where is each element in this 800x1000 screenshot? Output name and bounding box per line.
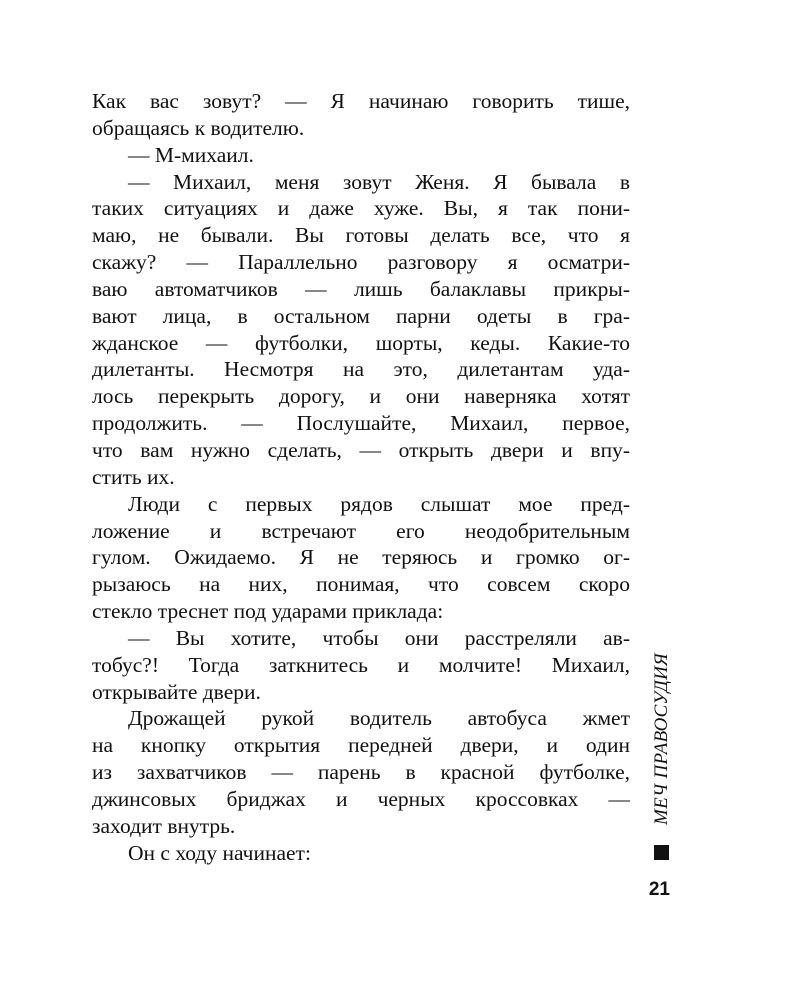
section-marker-square	[654, 845, 669, 860]
text-line: — Вы хотите, чтобы они расстреляли ав-	[128, 625, 630, 650]
text-line: маю, не бывали. Вы готовы делать все, что я	[92, 223, 630, 248]
text-line: ложение и встречают его неодобрительным	[92, 518, 630, 543]
text-line: Он с ходу начинает:	[128, 840, 311, 865]
text-line: Люди с первых рядов слышат мое пред-	[128, 491, 630, 516]
text-line: стекло треснет под ударами приклада:	[92, 599, 444, 624]
text-line: Как вас зовут? — Я начинаю говорить тише,	[92, 89, 630, 113]
text-line: продолжить. — Послушайте, Михаил, первое,	[92, 411, 630, 436]
text-line: жданское — футболки, шорты, кеды. Какие-то	[92, 330, 630, 355]
text-line: скажу? — Параллельно разговору я осматри-	[92, 250, 630, 275]
text-line: заходит внутрь.	[92, 813, 236, 838]
body-text	[92, 88, 630, 866]
text-line: вают лица, в остальном парни одеты в гра-	[92, 303, 630, 328]
text-line: открывайте двери.	[92, 679, 261, 704]
running-title: МЕЧ ПРАВОСУДИЯ	[651, 653, 672, 825]
text-line: тобус?! Тогда заткнитесь и молчите! Михаил,	[92, 652, 630, 677]
text-line: рызаюсь на них, понимая, что совсем скоро	[92, 572, 630, 597]
text-line: гулом. Ожидаемо. Я не теряюсь и громко ог-	[92, 545, 630, 570]
page-number: 21	[648, 879, 670, 900]
text-line: — М-михаил.	[128, 142, 254, 167]
text-line: таких ситуациях и даже хуже. Вы, я так пони-	[92, 196, 630, 221]
text-line: ваю автоматчиков — лишь балаклавы прикры-	[92, 276, 630, 301]
text-line: из захватчиков — парень в красной футболке,	[92, 760, 630, 785]
text-line: обращаясь к водителю.	[92, 115, 305, 140]
text-line: стить их.	[92, 464, 175, 489]
text-line: на кнопку открытия передней двери, и один	[92, 733, 630, 758]
text-line: лось перекрыть дорогу, и они наверняка хотят	[92, 384, 630, 409]
text-line: джинсовых бриджах и черных кроссовках —	[92, 786, 630, 811]
text-line: дилетанты. Несмотря на это, дилетантам уда-	[92, 357, 630, 382]
text-line: — Михаил, меня зовут Женя. Я бывала в	[128, 169, 630, 194]
text-line: что вам нужно сделать, — открыть двери и впу-	[92, 437, 630, 462]
text-line: Дрожащей рукой водитель автобуса жмет	[128, 706, 630, 731]
